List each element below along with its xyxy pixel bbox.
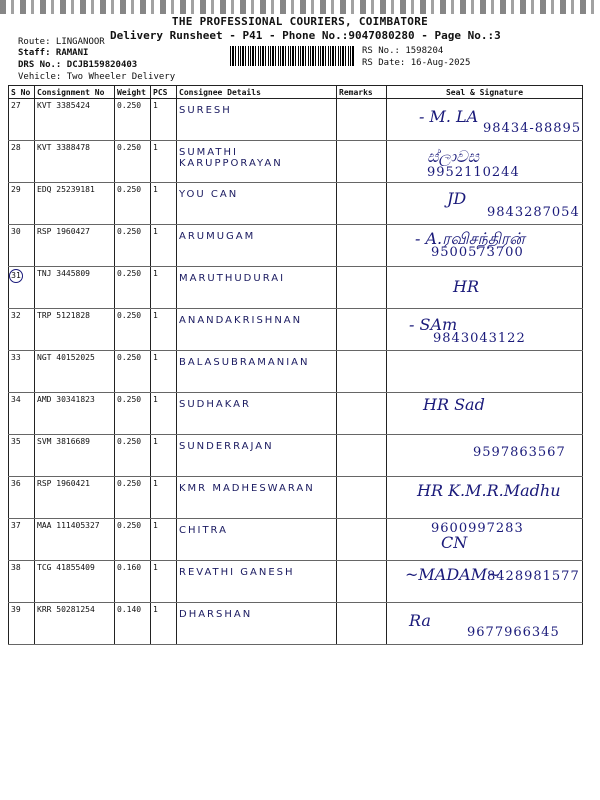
row-consignee — [177, 99, 337, 141]
row-sno-text: 34 — [11, 395, 21, 404]
col-consignee: Consignee Details — [177, 86, 337, 99]
row-weight-text: 0.250 — [117, 311, 142, 320]
col-signature: Seal & Signature — [387, 86, 583, 99]
row-pcs-text: 1 — [153, 227, 158, 236]
row-sno-text: 33 — [11, 353, 21, 362]
consignee-name: CHITRA — [179, 525, 228, 536]
row-consignment-no-text: MAA 111405327 — [37, 521, 100, 530]
consignee-name: MARUTHUDURAI — [179, 273, 286, 284]
table-row — [9, 99, 583, 141]
col-consignment: Consignment No — [35, 86, 115, 99]
row-consignee — [177, 519, 337, 561]
row-sno-text: 39 — [11, 605, 21, 614]
row-sno — [9, 99, 35, 141]
row-weight-text: 0.160 — [117, 563, 142, 572]
row-consignment-no — [35, 435, 115, 477]
row-weight — [115, 393, 151, 435]
signature-mark: - M. LA — [419, 107, 479, 126]
row-pcs-text: 1 — [153, 311, 158, 320]
row-pcs — [151, 519, 177, 561]
consignee-name: SUDHAKAR — [179, 399, 251, 410]
row-weight-text: 0.250 — [117, 101, 142, 110]
row-consignee — [177, 267, 337, 309]
row-remarks — [337, 267, 387, 309]
row-consignment-no — [35, 603, 115, 645]
row-weight — [115, 435, 151, 477]
row-remarks — [337, 309, 387, 351]
row-sno — [9, 309, 35, 351]
consignee-name: SURESH — [179, 105, 232, 116]
row-pcs — [151, 351, 177, 393]
consignee-name: DHARSHAN — [179, 609, 253, 620]
staff-label: Staff: RAMANI — [18, 48, 89, 58]
row-consignment-no — [35, 561, 115, 603]
vehicle-label: Vehicle: Two Wheeler Delivery — [18, 72, 176, 82]
row-sno-text: 27 — [11, 101, 21, 110]
row-pcs — [151, 225, 177, 267]
row-sno — [9, 351, 35, 393]
signature-phone: 8428981577 — [487, 569, 580, 584]
row-pcs-text: 1 — [153, 353, 158, 362]
row-consignment-no — [35, 141, 115, 183]
row-consignee — [177, 603, 337, 645]
row-pcs — [151, 183, 177, 225]
consignee-name: SUNDERRAJAN — [179, 441, 274, 452]
row-consignment-no — [35, 225, 115, 267]
row-remarks — [337, 393, 387, 435]
row-sno-text: 32 — [11, 311, 21, 320]
row-signature — [387, 603, 583, 645]
row-signature — [387, 351, 583, 393]
row-consignment-no-text: SVM 3816689 — [37, 437, 90, 446]
signature-mark: HR Sad — [423, 395, 485, 414]
signature-phone: 9597863567 — [473, 445, 566, 460]
consignee-name: REVATHI GANESH — [179, 567, 295, 578]
route-label: Route: LINGANOOR — [18, 37, 105, 47]
signature-mark: Ra — [409, 611, 431, 630]
row-signature — [387, 267, 583, 309]
row-weight — [115, 183, 151, 225]
row-consignee — [177, 393, 337, 435]
row-consignee — [177, 183, 337, 225]
row-consignee — [177, 435, 337, 477]
table-row — [9, 603, 583, 645]
row-consignment-no — [35, 267, 115, 309]
col-weight: Weight — [115, 86, 151, 99]
row-consignee — [177, 561, 337, 603]
row-consignment-no-text: TCG 41855409 — [37, 563, 95, 572]
row-consignee — [177, 309, 337, 351]
row-pcs-text: 1 — [153, 479, 158, 488]
consignee-name: ARUMUGAM — [179, 231, 256, 242]
table-row — [9, 225, 583, 267]
row-consignment-no-text: EDQ 25239181 — [37, 185, 95, 194]
row-sno — [9, 267, 35, 309]
row-remarks — [337, 477, 387, 519]
table-row — [9, 519, 583, 561]
scan-artifact-bar — [0, 0, 600, 14]
row-pcs — [151, 309, 177, 351]
signature-phone: 9677966345 — [467, 625, 560, 640]
signature-mark: CN — [441, 533, 468, 552]
row-signature — [387, 309, 583, 351]
row-pcs-text: 1 — [153, 395, 158, 404]
row-consignment-no-text: AMD 30341823 — [37, 395, 95, 404]
signature-mark: HR K.M.R.Madhu — [417, 481, 561, 500]
row-sno — [9, 561, 35, 603]
runsheet-title: Delivery Runsheet - P41 - Phone No.:9047080280 - Page No.:3 — [110, 29, 501, 42]
row-weight-text: 0.250 — [117, 269, 142, 278]
table-row — [9, 267, 583, 309]
row-sno-text: 38 — [11, 563, 21, 572]
row-signature — [387, 435, 583, 477]
row-consignment-no — [35, 519, 115, 561]
signature-mark: HR — [453, 277, 479, 296]
row-sno-text: 37 — [11, 521, 21, 530]
row-signature — [387, 141, 583, 183]
row-weight — [115, 603, 151, 645]
consignee-name: YOU CAN — [179, 189, 239, 200]
row-weight — [115, 141, 151, 183]
row-pcs — [151, 393, 177, 435]
row-weight-text: 0.250 — [117, 143, 142, 152]
row-sno — [9, 183, 35, 225]
row-weight — [115, 267, 151, 309]
col-sno: S No — [9, 86, 35, 99]
runsheet-table — [8, 85, 583, 645]
row-remarks — [337, 435, 387, 477]
row-sno-text: 35 — [11, 437, 21, 446]
row-remarks — [337, 141, 387, 183]
row-sno-text: 36 — [11, 479, 21, 488]
row-signature — [387, 225, 583, 267]
signature-mark: ~MADAM~ — [405, 565, 501, 584]
col-pcs: PCS — [151, 86, 177, 99]
row-weight-text: 0.250 — [117, 353, 142, 362]
table-row — [9, 183, 583, 225]
row-consignment-no-text: TNJ 3445809 — [37, 269, 90, 278]
row-sno-text: 28 — [11, 143, 21, 152]
row-remarks — [337, 351, 387, 393]
row-consignment-no — [35, 309, 115, 351]
row-pcs-text: 1 — [153, 563, 158, 572]
table-header-row — [9, 86, 583, 99]
company-title: THE PROFESSIONAL COURIERS, COIMBATORE — [171, 15, 429, 28]
table-row — [9, 435, 583, 477]
row-signature — [387, 477, 583, 519]
signature-phone: 9500573700 — [431, 245, 524, 260]
row-remarks — [337, 519, 387, 561]
row-pcs — [151, 99, 177, 141]
row-weight — [115, 561, 151, 603]
row-consignment-no-text: KVT 3385424 — [37, 101, 90, 110]
table-row — [9, 351, 583, 393]
row-consignee — [177, 477, 337, 519]
row-sno-text: 29 — [11, 185, 21, 194]
row-consignment-no — [35, 477, 115, 519]
row-pcs — [151, 141, 177, 183]
row-consignee — [177, 141, 337, 183]
row-sno — [9, 141, 35, 183]
row-sno — [9, 435, 35, 477]
drs-number — [18, 60, 137, 70]
row-consignment-no-text: KVT 3388478 — [37, 143, 90, 152]
row-sno — [9, 603, 35, 645]
row-weight — [115, 99, 151, 141]
row-pcs-text: 1 — [153, 605, 158, 614]
signature-mark: - SAm — [409, 315, 458, 334]
rs-date: RS Date: 16-Aug-2025 — [362, 58, 471, 68]
row-pcs-text: 1 — [153, 143, 158, 152]
row-weight-text: 0.140 — [117, 605, 142, 614]
row-pcs-text: 1 — [153, 269, 158, 278]
row-consignment-no-text: TRP 5121828 — [37, 311, 90, 320]
row-signature — [387, 561, 583, 603]
row-weight-text: 0.250 — [117, 227, 142, 236]
row-consignment-no-text: NGT 40152025 — [37, 353, 95, 362]
signature-phone: 9843043122 — [433, 331, 526, 346]
consignee-name: SUMATHI KARUPPORAYAN — [179, 147, 283, 169]
table-row — [9, 561, 583, 603]
row-remarks — [337, 225, 387, 267]
row-consignment-no-text: KRR 50281254 — [37, 605, 95, 614]
row-remarks — [337, 99, 387, 141]
row-weight-text: 0.250 — [117, 437, 142, 446]
row-pcs-text: 1 — [153, 521, 158, 530]
table-row — [9, 477, 583, 519]
row-remarks — [337, 183, 387, 225]
row-remarks — [337, 561, 387, 603]
signature-phone: 9843287054 — [487, 205, 580, 220]
row-consignment-no-text: RSP 1960427 — [37, 227, 90, 236]
consignee-name: ANANDAKRISHNAN — [179, 315, 303, 326]
row-consignment-no — [35, 393, 115, 435]
row-consignment-no — [35, 183, 115, 225]
signature-mark: JD — [447, 189, 467, 208]
signature-mark: - A.ரவிசந்திரன் — [415, 229, 525, 248]
row-weight — [115, 351, 151, 393]
row-pcs — [151, 267, 177, 309]
table-row — [9, 393, 583, 435]
row-remarks — [337, 603, 387, 645]
drs-label: DRS No.: — [18, 60, 62, 70]
row-pcs-text: 1 — [153, 185, 158, 194]
row-pcs-text: 1 — [153, 101, 158, 110]
row-signature — [387, 183, 583, 225]
row-sno — [9, 477, 35, 519]
row-consignment-no — [35, 351, 115, 393]
signature-phone: 9600997283 — [431, 521, 524, 536]
row-consignee — [177, 225, 337, 267]
row-signature — [387, 393, 583, 435]
rs-number: RS No.: 1598204 — [362, 46, 444, 56]
row-weight-text: 0.250 — [117, 479, 142, 488]
consignee-name: KMR MADHESWARAN — [179, 483, 315, 494]
signature-phone: 98434-88895 — [483, 121, 582, 136]
row-pcs — [151, 603, 177, 645]
drs-value: DCJB159820403 — [66, 60, 138, 70]
row-signature — [387, 519, 583, 561]
signature-phone: 9952110244 — [427, 165, 520, 180]
row-weight-text: 0.250 — [117, 395, 142, 404]
row-weight — [115, 519, 151, 561]
row-pcs-text: 1 — [153, 437, 158, 446]
row-weight-text: 0.250 — [117, 185, 142, 194]
row-sno — [9, 225, 35, 267]
table-row — [9, 309, 583, 351]
row-consignment-no-text: RSP 1960421 — [37, 479, 90, 488]
row-sno — [9, 519, 35, 561]
col-remarks: Remarks — [337, 86, 387, 99]
row-weight-text: 0.250 — [117, 521, 142, 530]
row-pcs — [151, 477, 177, 519]
row-weight — [115, 477, 151, 519]
row-weight — [115, 225, 151, 267]
consignee-name: BALASUBRAMANIAN — [179, 357, 310, 368]
signature-mark: ස්ලාවස — [427, 147, 479, 166]
row-sno-text: 31 — [9, 269, 23, 283]
row-sno — [9, 393, 35, 435]
row-sno-text: 30 — [11, 227, 21, 236]
row-consignment-no — [35, 99, 115, 141]
row-pcs — [151, 435, 177, 477]
row-weight — [115, 309, 151, 351]
table-row — [9, 141, 583, 183]
row-consignee — [177, 351, 337, 393]
row-pcs — [151, 561, 177, 603]
barcode — [230, 46, 354, 66]
row-signature — [387, 99, 583, 141]
